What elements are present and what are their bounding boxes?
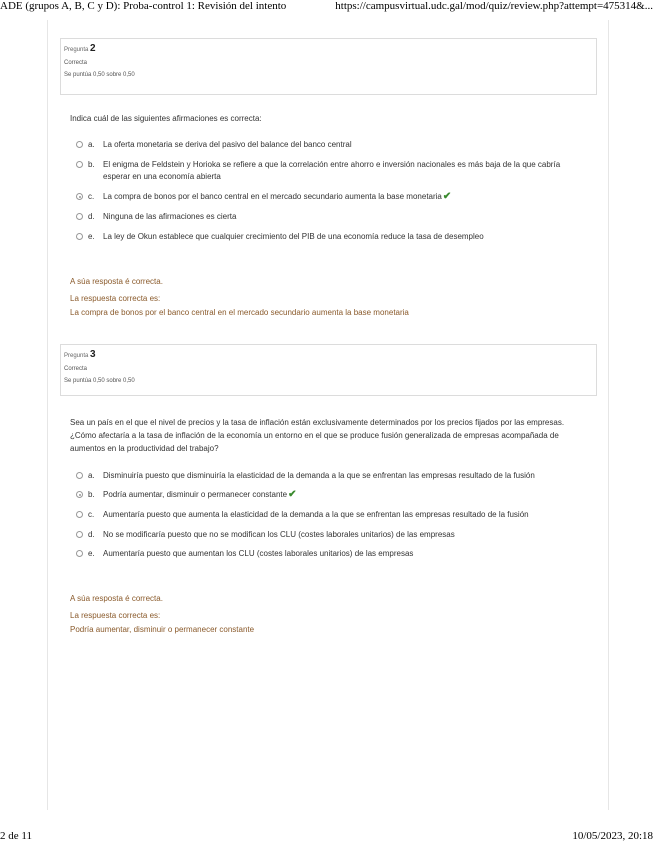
question-text: Indica cuál de las siguientes afirmaciones es correcta:: [70, 114, 262, 123]
print-date: 10/05/2023, 20:18: [572, 830, 653, 842]
question-info-box: [60, 344, 597, 396]
question-state: Correcta: [64, 366, 88, 372]
correct-check-icon: ✔: [442, 191, 452, 202]
question-feedback: [70, 275, 590, 320]
question-number: Pregunta 2: [64, 43, 96, 54]
radio-button[interactable]: [76, 233, 83, 240]
print-page-url: https://campusvirtual.udc.gal/mod/quiz/review.php?attempt=475314&...: [335, 0, 653, 12]
radio-button[interactable]: [76, 141, 83, 148]
radio-button[interactable]: [76, 531, 83, 538]
right-answer-label: La respuesta correcta es:: [70, 294, 161, 303]
print-page-title: ADE (grupos A, B, C y D): Proba-control 1: Revisión del intento: [0, 0, 287, 12]
question-text: Sea un país en el que el nivel de precios y la tasa de inflación están exclusivamente determinados por los precios fijados por las empresas. ¿Cómo afectaría a la tasa de inflación de la economía un entorno en el que se produce fusión generalizada de empresas acompañada de aumentos en la productividad del trabajo?: [70, 418, 565, 453]
radio-button[interactable]: [76, 550, 83, 557]
question-feedback: [70, 592, 590, 637]
question-grade: Se puntúa 0,50 sobre 0,50: [64, 378, 135, 384]
page-counter: 2 de 11: [0, 830, 32, 842]
print-header: [0, 0, 655, 14]
print-footer: [0, 830, 655, 848]
feedback-status: A súa resposta é correcta.: [70, 277, 163, 286]
correct-check-icon: ✔: [288, 489, 297, 500]
radio-button-checked[interactable]: [76, 491, 83, 498]
right-answer-label: La respuesta correcta es:: [70, 611, 161, 620]
radio-button[interactable]: [76, 213, 83, 220]
radio-button[interactable]: [76, 472, 83, 479]
question-state: Correcta: [64, 60, 88, 66]
right-answer-text: La compra de bonos por el banco central en el mercado secundario aumenta la base monetaria: [70, 308, 409, 317]
radio-button[interactable]: [76, 511, 83, 518]
question-info-box: [60, 38, 597, 95]
question-number: Pregunta 3: [64, 349, 96, 360]
question-grade: Se puntúa 0,50 sobre 0,50: [64, 72, 135, 78]
feedback-status: A súa resposta é correcta.: [70, 594, 163, 603]
right-answer-text: Podría aumentar, disminuir o permanecer constante: [70, 625, 255, 634]
radio-button[interactable]: [76, 161, 83, 168]
radio-button-checked[interactable]: [76, 193, 83, 200]
